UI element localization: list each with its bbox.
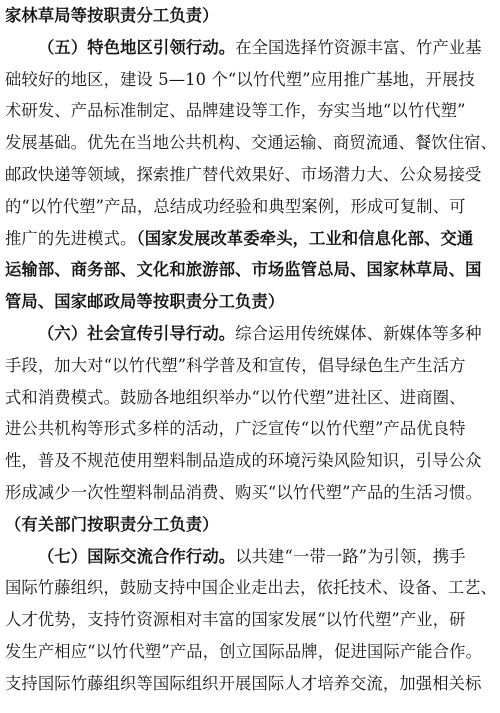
bold-text-segment: 家林草局等按职责分工负责）: [5, 6, 219, 25]
text-line: [5, 100, 466, 124]
text-segment: 发生产相应“以竹代塑”产品，创立国际品牌，促进国际产能合作。: [5, 642, 483, 661]
text-segment: 综合运用传统媒体、新媒体等多种: [235, 324, 482, 343]
text-segment: 式和消费模式。鼓励各地组织举办“以竹代塑”进社区、进商圈、: [5, 387, 466, 407]
bold-text-segment: （六）社会宣传引导行动。: [38, 324, 236, 343]
text-segment: 推广的先进模式。: [5, 228, 137, 248]
text-line: [5, 259, 482, 283]
text-segment: 支持国际竹藤组织等国际组织开展国际人才培养交流，加强相关标: [5, 673, 482, 693]
text-line: [5, 577, 497, 601]
text-line: [5, 514, 219, 538]
text-line: [38, 37, 482, 61]
text-line: [5, 450, 482, 474]
text-segment: 进公共机构等形式多样的活动，广泛宣传“以竹代塑”产品优良特: [5, 419, 466, 439]
bold-text-segment: （五）特色地区引领行动。: [38, 37, 236, 57]
text-line: [5, 132, 497, 156]
text-segment: 在全国选择竹资源丰富、竹产业基: [235, 37, 482, 57]
text-line: [38, 323, 482, 347]
text-segment: 性，普及不规范使用塑料制品造成的环境污染风险知识，引导公众: [5, 451, 482, 471]
text-line: [5, 418, 466, 442]
bold-text-segment: （有关部门按职责分工负责）: [5, 514, 219, 534]
text-line: [5, 228, 473, 252]
text-segment: 人才优势，支持竹资源相对丰富的国家发展“以竹代塑”产业，研: [5, 610, 466, 630]
bold-text-segment: 运输部、商务部、文化和旅游部、市场监管总局、国家林草局、国: [5, 260, 482, 280]
text-segment: 发展基础。优先在当地公共机构、交通运输、商贸流通、餐饮住宿、: [5, 133, 497, 153]
text-line: [5, 673, 482, 697]
text-segment: 以共建“一带一路”为引领，携手: [235, 546, 466, 566]
text-line: [5, 196, 466, 220]
bold-text-segment: （七）国际交流合作行动。: [38, 546, 236, 566]
text-segment: 国际竹藤组织，鼓励支持中国企业走出去，依托技术、设备、工艺、: [5, 578, 497, 598]
text-segment: 手段，加大对“以竹代塑”科学普及和宣传，倡导绿色生产生活方: [5, 355, 466, 375]
text-segment: 的“以竹代塑”产品，总结成功经验和典型案例，形成可复制、可: [5, 196, 466, 216]
bold-text-segment: （国家发展改革委牵头，工业和信息化部、交通: [136, 228, 474, 248]
text-line: [5, 609, 466, 633]
text-line: [5, 387, 466, 411]
text-line: [5, 5, 219, 29]
bold-text-segment: 管局、国家邮政局等按职责分工负责）: [5, 292, 285, 312]
text-line: [38, 546, 466, 570]
text-line: [5, 641, 482, 665]
text-line: [5, 69, 475, 93]
text-segment: 础较好的地区，建设 5—10 个“以竹代塑”应用推广基地，开展技: [5, 69, 475, 89]
text-line: [5, 291, 284, 315]
text-line: [5, 482, 482, 506]
text-segment: 形成减少一次性塑料制品消费、购买“以竹代塑”产品的生活习惯。: [5, 483, 483, 502]
text-line: [5, 164, 482, 188]
text-segment: 术研发、产品标准制定、品牌建设等工作，夯实当地“以竹代塑”: [5, 101, 466, 121]
text-line: [5, 355, 466, 379]
text-segment: 邮政快递等领域，探索推广替代效果好、市场潜力大、公众易接受: [5, 165, 482, 184]
